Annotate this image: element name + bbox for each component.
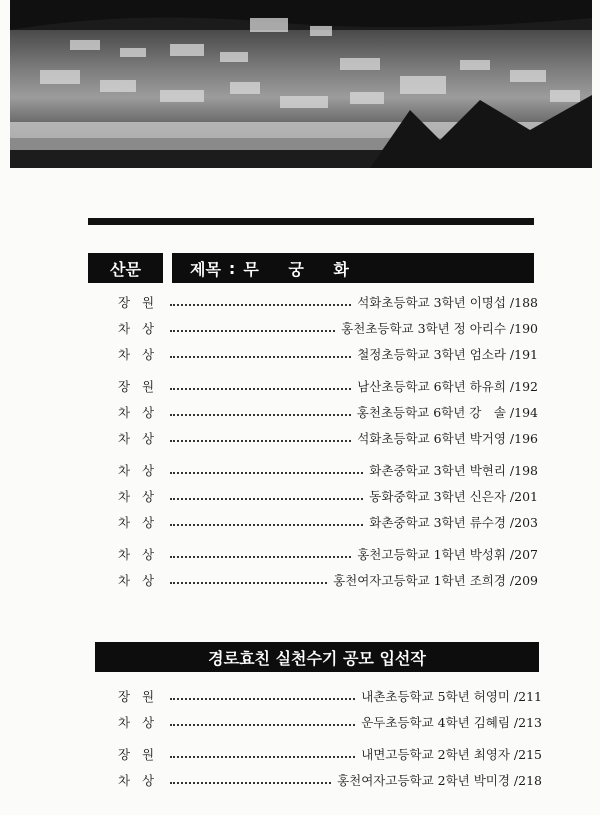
toc-row [118, 686, 542, 706]
award-label: 차 상 [118, 547, 159, 562]
toc-row [118, 512, 538, 532]
award-label: 차 상 [118, 773, 159, 788]
dot-leader [170, 523, 363, 526]
toc-row [118, 376, 538, 396]
toc-row [118, 712, 542, 732]
entry-text: 홍천여자고등학교 2학년 박미경 /218 [337, 773, 542, 788]
toc-row [118, 344, 538, 364]
toc-row [118, 486, 538, 506]
dot-leader [170, 555, 351, 558]
award-label: 차 상 [118, 405, 159, 420]
entry-text: 홍천고등학교 1학년 박성휘 /207 [357, 547, 538, 562]
entry-text: 남산초등학교 6학년 하유희 /192 [357, 379, 538, 394]
dot-leader [170, 723, 355, 726]
award-label: 차 상 [118, 347, 159, 362]
award-label: 차 상 [118, 489, 159, 504]
dot-leader [170, 355, 351, 358]
entry-text: 철정초등학교 3학년 엄소라 /191 [357, 347, 538, 362]
title-prefix: 제목 [190, 259, 221, 279]
entry-text: 동화중학교 3학년 신은자 /201 [369, 489, 538, 504]
award-label: 장 원 [118, 747, 159, 762]
award-label: 장 원 [118, 379, 159, 394]
dot-leader [170, 697, 355, 700]
entry-text: 운두초등학교 4학년 김혜림 /213 [361, 715, 542, 730]
dot-leader [170, 755, 355, 758]
award-label: 차 상 [118, 515, 159, 530]
toc-row [118, 770, 542, 790]
entry-text: 홍천초등학교 6학년 강 솔 /194 [356, 405, 538, 420]
entry-text: 홍천여자고등학교 1학년 조희경 /209 [333, 573, 538, 588]
title-separator: : [228, 258, 236, 278]
section2-title: 경로효친 실천수기 공모 입선작 [208, 648, 426, 668]
entry-text: 내촌초등학교 5학년 허영미 /211 [361, 689, 542, 704]
entry-text: 내면고등학교 2학년 최영자 /215 [361, 747, 542, 762]
category-tag [88, 253, 163, 283]
entry-text: 홍천초등학교 3학년 정 아리수 /190 [341, 321, 538, 336]
toc-row [118, 292, 538, 312]
award-label: 차 상 [118, 431, 159, 446]
dot-leader [170, 581, 327, 584]
town-photo [10, 0, 592, 168]
section2-title-bar [95, 642, 539, 672]
entry-text: 석화초등학교 6학년 박거영 /196 [357, 431, 538, 446]
toc-row [118, 318, 538, 338]
toc-row [118, 570, 538, 590]
toc-row [118, 428, 538, 448]
dot-leader [170, 439, 351, 442]
entry-text: 석화초등학교 3학년 이명섭 /188 [357, 295, 538, 310]
toc-row [118, 744, 542, 764]
dot-leader [170, 329, 335, 332]
dot-leader [170, 303, 351, 306]
toc-row [118, 460, 538, 480]
dot-leader [170, 781, 331, 784]
entry-text: 화촌중학교 3학년 박현리 /198 [369, 463, 538, 478]
title-text: 무 궁 화 [243, 259, 361, 279]
award-label: 차 상 [118, 715, 159, 730]
award-label: 차 상 [118, 321, 159, 336]
entry-text: 화촌중학교 3학년 류수경 /203 [369, 515, 538, 530]
award-label: 차 상 [118, 573, 159, 588]
award-label: 장 원 [118, 295, 159, 310]
section-divider [88, 218, 534, 225]
toc-row [118, 402, 538, 422]
category-tag-label: 산문 [110, 259, 141, 279]
award-label: 장 원 [118, 689, 159, 704]
dot-leader [170, 387, 351, 390]
section-title-bar [172, 253, 534, 283]
award-label: 차 상 [118, 463, 159, 478]
toc-row [118, 544, 538, 564]
dot-leader [170, 413, 351, 416]
dot-leader [170, 471, 363, 474]
dot-leader [170, 497, 363, 500]
